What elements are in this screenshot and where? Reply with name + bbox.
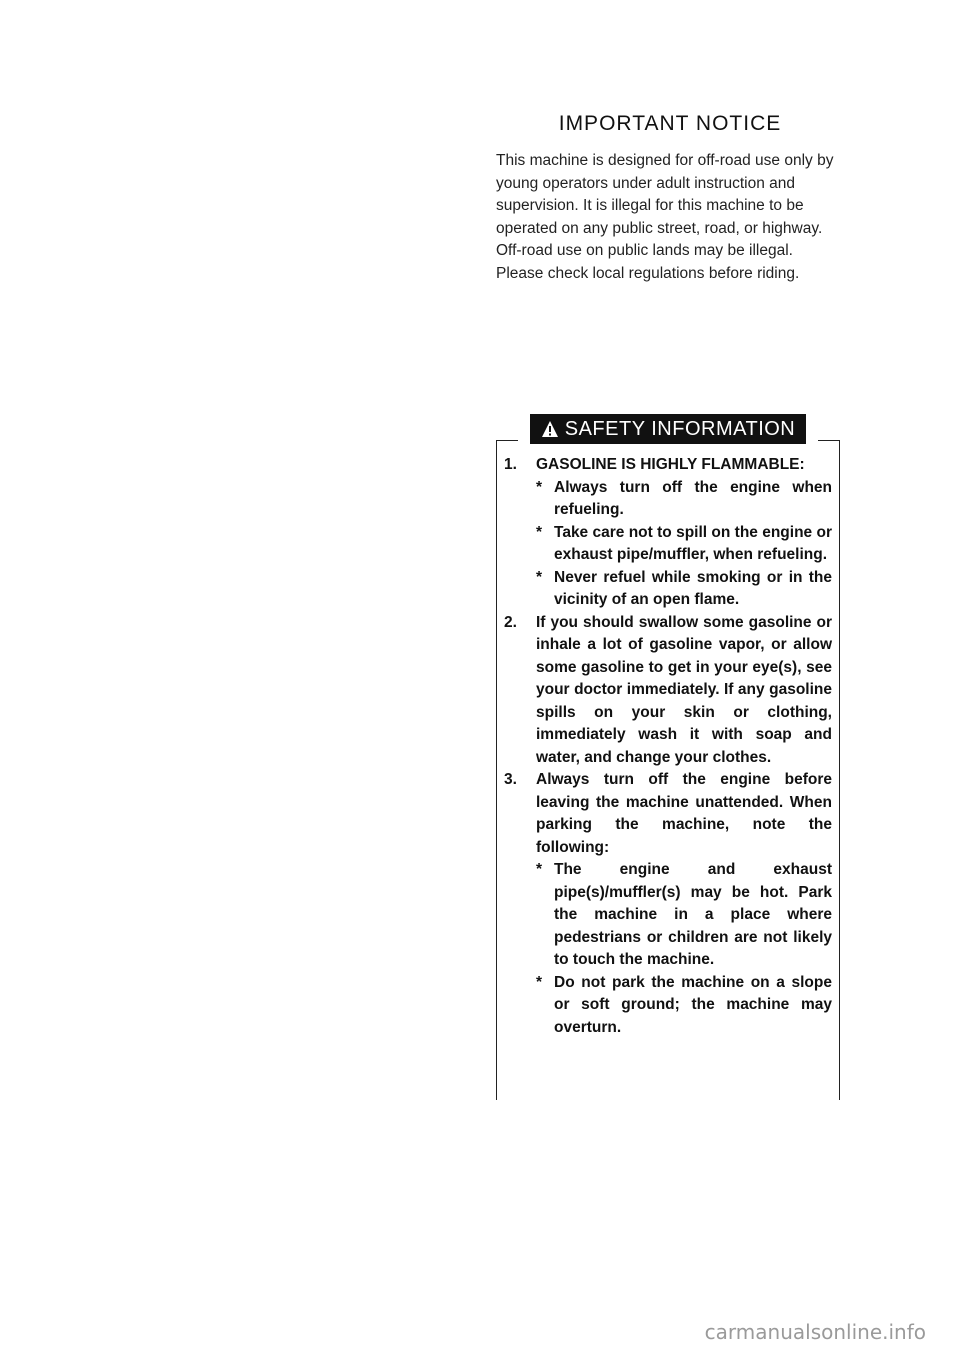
safety-item-text: If you should swallow some gasoline or inhale a lot of gasoline vapor, or allow some gasoline to get in your eye(s), see your doctor immediately. If any gasoline spills on your skin or clothing, immediately wash it with soap and water, and change your clothes. [536, 613, 832, 766]
safety-subitem-text: Do not park the machine on a slope or soft ground; the machine may overturn. [554, 973, 832, 1036]
safety-item-text: Always turn off the engine before leaving the machine unattended. When parking the machine, note the following: [536, 771, 832, 856]
safety-banner-label: SAFETY INFORMATION [564, 417, 796, 440]
safety-subitem-text: Take care not to spill on the engine or exhaust pipe/muffler, when refueling. [554, 523, 832, 563]
safety-item-number: 2. [504, 613, 517, 631]
safety-item [504, 454, 832, 612]
watermark: carmanualsonline.info [704, 1320, 926, 1344]
safety-subitem-text: The engine and exhaust pipe(s)/muffler(s) may be hot. Park the machine in a place where pedestrians or children are not likely to touch the machine. [554, 861, 832, 968]
safety-banner [530, 414, 806, 444]
bullet-asterisk: * [536, 478, 543, 496]
notice-paragraph-2: Off-road use on public lands may be illegal. Please check local regulations before riding. [496, 242, 800, 282]
notice-title: IMPORTANT NOTICE [558, 112, 782, 135]
safety-subitem-text: Always turn off the engine when refueling. [554, 478, 832, 518]
safety-subitem [536, 522, 832, 567]
safety-subitem [536, 972, 832, 1040]
notice-paragraph-1: This machine is designed for off-road use only by young operators under adult instruction and supervision. It is illegal for this machine to be operated on any public street, road, or highway. [496, 152, 834, 237]
safety-item [504, 769, 832, 1039]
important-notice [496, 112, 844, 285]
bullet-asterisk: * [536, 973, 543, 991]
safety-subitem [536, 567, 832, 612]
bullet-asterisk: * [536, 861, 543, 878]
box-border-left [496, 440, 497, 1100]
safety-item-number: 1. [504, 456, 517, 473]
safety-item-text: GASOLINE IS HIGHLY FLAMMABLE: [536, 456, 805, 473]
safety-item [504, 612, 832, 770]
safety-subitem [536, 859, 832, 972]
safety-item-number: 3. [504, 771, 517, 788]
box-border-top-left [496, 440, 518, 441]
bullet-asterisk: * [536, 523, 543, 541]
safety-subitem-text: Never refuel while smoking or in the vicinity of an open flame. [554, 568, 832, 608]
safety-information-box [496, 417, 840, 1100]
bullet-asterisk: * [536, 568, 543, 586]
box-border-top-right [818, 440, 840, 441]
safety-subitem [536, 477, 832, 522]
box-border-right [839, 440, 840, 1100]
safety-list [504, 454, 832, 1039]
warning-triangle-icon [541, 420, 559, 438]
